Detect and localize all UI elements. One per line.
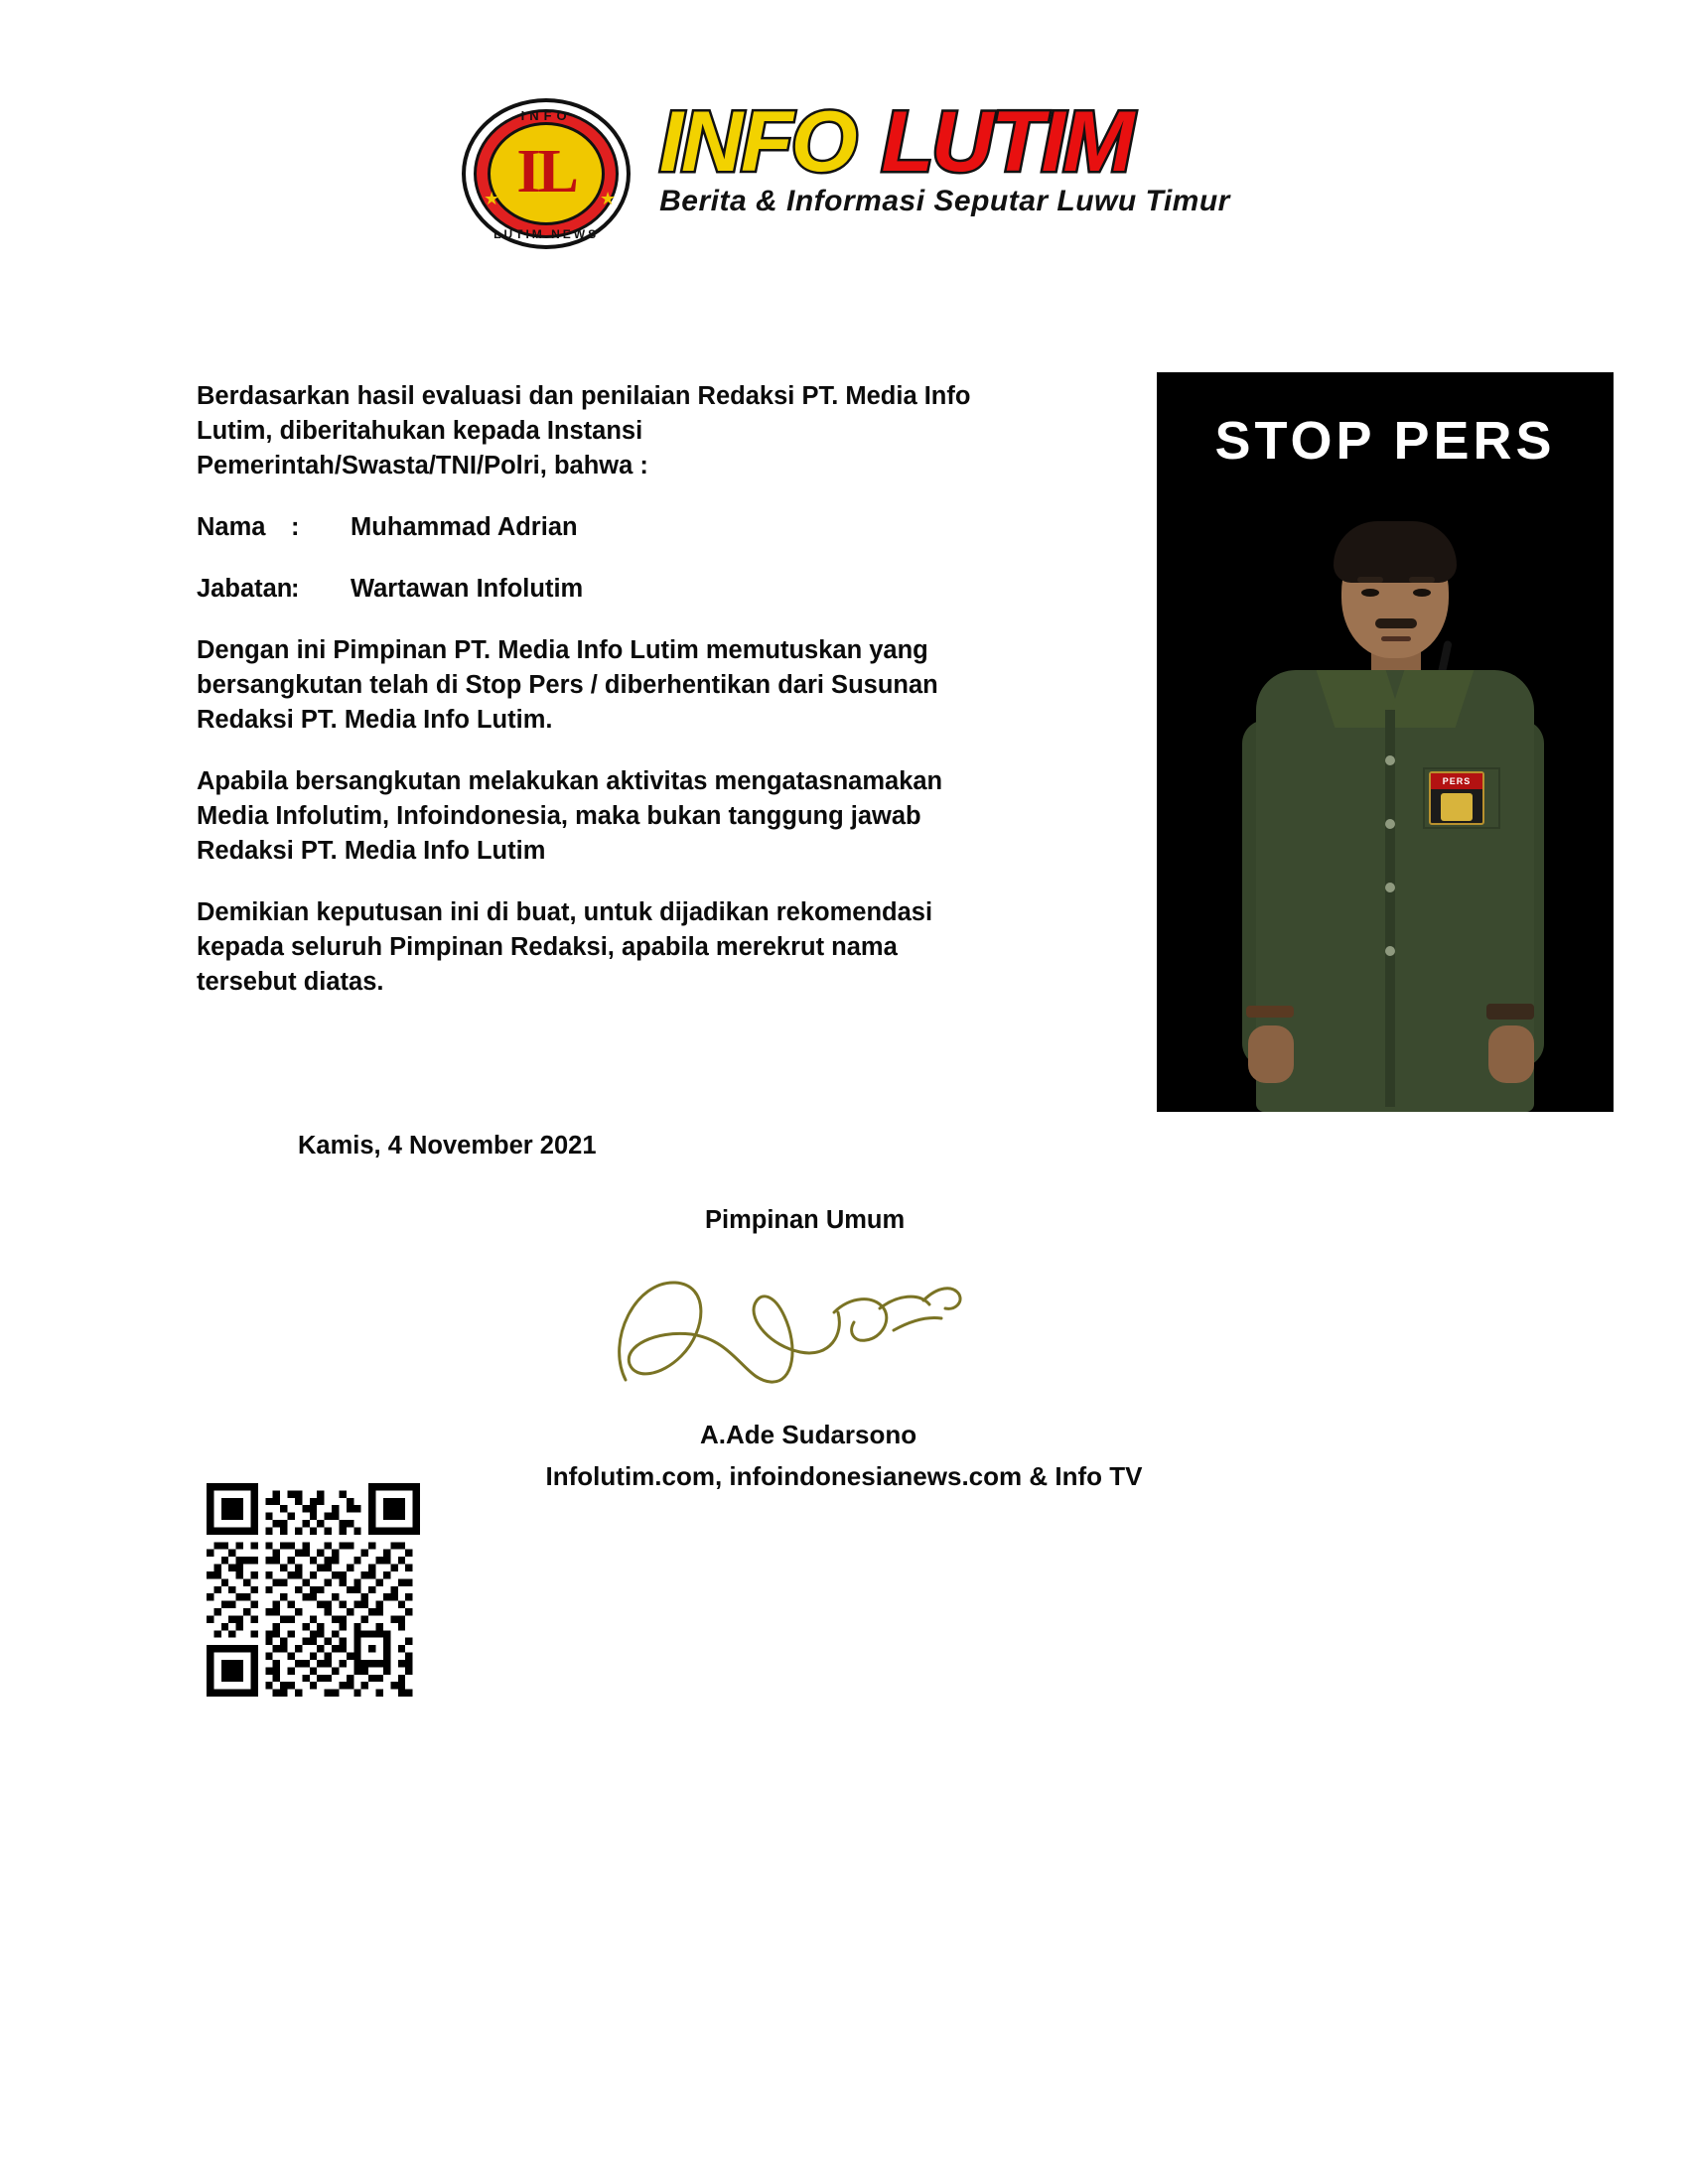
letterhead <box>0 94 1688 255</box>
badge-top-word: INFO <box>520 108 572 123</box>
paragraph-closing: Demikian keputusan ini di buat, untuk dijadikan rekomendasi kepada seluruh Pimpinan Redaksi, apabila merekrut nama tersebut diatas. <box>197 898 933 996</box>
field-jabatan <box>197 572 981 607</box>
signature-image <box>596 1261 993 1410</box>
paragraph-intro: Berdasarkan hasil evaluasi dan penilaian Redaksi PT. Media Info Lutim, diberitahukan kepada Instansi Pemerintah/Swasta/TNI/Polri, bahwa : <box>197 382 971 479</box>
qr-code[interactable] <box>207 1483 420 1697</box>
mustache <box>1375 618 1417 628</box>
field-jabatan-value: Wartawan Infolutim <box>351 575 584 603</box>
hair <box>1334 521 1457 583</box>
photo-overlay-text: STOP PERS <box>1214 411 1556 471</box>
signer-name: A.Ade Sudarsono <box>700 1420 917 1449</box>
letter-date: Kamis, 4 November 2021 <box>298 1132 597 1160</box>
logo-word-info: INFO <box>659 94 856 190</box>
field-nama-label: Nama <box>197 513 266 541</box>
photo-alt-text <box>1157 372 1158 373</box>
logo-tagline: Berita & Informasi Seputar Luwu Timur <box>659 185 1230 217</box>
field-jabatan-label: Jabatan <box>197 575 293 603</box>
logo <box>458 94 1230 255</box>
logo-badge-icon <box>458 94 641 255</box>
field-jabatan-colon: : <box>291 575 300 603</box>
logo-wordmark <box>659 94 1230 219</box>
press-badge <box>1429 771 1484 825</box>
sites-line: Infolutim.com, infoindonesianews.com & Info TV <box>545 1461 1143 1491</box>
eye-right <box>1413 589 1431 597</box>
paragraph-liability: Apabila bersangkutan melakukan aktivitas mengatasnamakan Media Infolutim, Infoindonesia, maka bukan tanggung jawab Redaksi PT. Media Info Lutim <box>197 767 943 865</box>
qr-alt-text <box>207 1697 208 1698</box>
field-nama <box>197 510 981 545</box>
paragraph-decision: Dengan ini Pimpinan PT. Media Info Lutim memutuskan yang bersangkutan telah di Stop Pers / diberhentikan dari Susunan Redaksi PT. Media Info Lutim. <box>197 636 938 734</box>
badge-bottom-word: LUTIM.NEWS <box>493 227 600 241</box>
person-illustration <box>1234 521 1552 1112</box>
press-badge-emblem <box>1441 793 1473 821</box>
press-badge-label: PERS <box>1431 773 1482 789</box>
star-icon: ★ <box>600 189 617 208</box>
eyebrow-left <box>1357 577 1383 583</box>
logo-word-lutim: LUTIM <box>881 94 1133 190</box>
signer-title: Pimpinan Umum <box>705 1206 906 1234</box>
star-icon: ★ <box>484 189 500 208</box>
shirt-button <box>1385 946 1395 956</box>
hand-left <box>1248 1025 1294 1083</box>
shirt-button <box>1385 819 1395 829</box>
wristwatch <box>1486 1004 1534 1020</box>
badge-monogram: IL <box>516 138 576 205</box>
mouth <box>1381 636 1411 641</box>
subject-photo <box>1157 372 1614 1112</box>
bracelet <box>1246 1006 1294 1018</box>
eye-left <box>1361 589 1379 597</box>
eyebrow-right <box>1409 577 1435 583</box>
letter-body <box>197 379 981 1026</box>
shirt-button <box>1385 755 1395 765</box>
shirt-button <box>1385 883 1395 892</box>
hand-right <box>1488 1025 1534 1083</box>
field-nama-value: Muhammad Adrian <box>351 513 578 541</box>
field-nama-colon: : <box>291 513 300 541</box>
shirt-placket <box>1385 710 1395 1107</box>
